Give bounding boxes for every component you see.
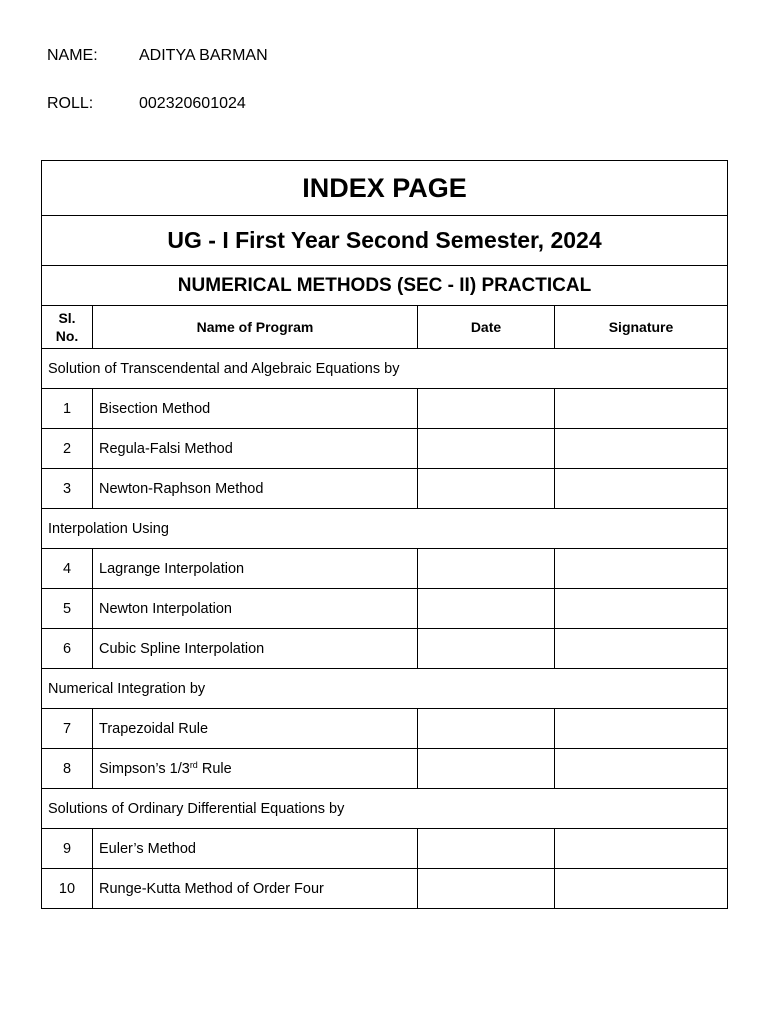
course-title: NUMERICAL METHODS (SEC - II) PRACTICAL [42, 266, 728, 306]
program-name [93, 749, 418, 789]
program-name-main: Simpson’s 1/3 [99, 760, 190, 777]
program-row [42, 749, 728, 789]
program-name: Trapezoidal Rule [93, 709, 418, 749]
program-name-suffix: Rule [197, 760, 232, 777]
index-table [41, 160, 728, 909]
program-name: Regula-Falsi Method [93, 429, 418, 469]
date-cell [418, 709, 555, 749]
signature-cell [555, 869, 728, 909]
program-row [42, 429, 728, 469]
section-heading: Solution of Transcendental and Algebraic Equations by [42, 349, 728, 389]
signature-cell [555, 829, 728, 869]
section-row [42, 349, 728, 389]
program-name: Cubic Spline Interpolation [93, 629, 418, 669]
date-cell [418, 469, 555, 509]
section-heading: Interpolation Using [42, 509, 728, 549]
semester-subtitle: UG - I First Year Second Semester, 2024 [42, 216, 728, 266]
program-row [42, 389, 728, 429]
program-name: Newton Interpolation [93, 589, 418, 629]
program-number: 9 [42, 829, 93, 869]
index-title: INDEX PAGE [42, 161, 728, 216]
section-heading: Solutions of Ordinary Differential Equations by [42, 789, 728, 829]
program-number: 4 [42, 549, 93, 589]
column-header-date: Date [418, 306, 555, 349]
date-cell [418, 589, 555, 629]
date-cell [418, 389, 555, 429]
student-roll-row [47, 94, 246, 114]
program-row [42, 829, 728, 869]
course-row [42, 266, 728, 306]
signature-cell [555, 549, 728, 589]
signature-cell [555, 389, 728, 429]
date-cell [418, 429, 555, 469]
program-number: 8 [42, 749, 93, 789]
signature-cell [555, 589, 728, 629]
program-row [42, 589, 728, 629]
program-name: Newton-Raphson Method [93, 469, 418, 509]
section-row [42, 789, 728, 829]
program-number: 2 [42, 429, 93, 469]
program-row [42, 549, 728, 589]
roll-label: ROLL: [47, 95, 94, 112]
signature-cell [555, 629, 728, 669]
program-row [42, 869, 728, 909]
subtitle-row [42, 216, 728, 266]
student-name-row [47, 46, 268, 66]
program-name: Euler’s Method [93, 829, 418, 869]
column-header-signature: Signature [555, 306, 728, 349]
column-header-sl-no [42, 306, 93, 349]
program-name-superscript: rd [189, 759, 198, 770]
program-number: 3 [42, 469, 93, 509]
program-row [42, 629, 728, 669]
column-header-row [42, 306, 728, 349]
signature-cell [555, 709, 728, 749]
section-row [42, 509, 728, 549]
name-label: NAME: [47, 47, 98, 64]
section-heading: Numerical Integration by [42, 669, 728, 709]
signature-cell [555, 469, 728, 509]
section-row [42, 669, 728, 709]
title-row [42, 161, 728, 216]
name-value: ADITYA BARMAN [139, 47, 268, 64]
sl-line-1: Sl. [58, 310, 76, 326]
column-header-program: Name of Program [93, 306, 418, 349]
program-name: Bisection Method [93, 389, 418, 429]
date-cell [418, 869, 555, 909]
program-name: Runge-Kutta Method of Order Four [93, 869, 418, 909]
program-row [42, 469, 728, 509]
signature-cell [555, 749, 728, 789]
program-name: Lagrange Interpolation [93, 549, 418, 589]
date-cell [418, 629, 555, 669]
date-cell [418, 549, 555, 589]
program-number: 6 [42, 629, 93, 669]
date-cell [418, 749, 555, 789]
index-body [42, 349, 728, 909]
program-row [42, 709, 728, 749]
program-number: 5 [42, 589, 93, 629]
sl-line-2: No. [55, 328, 79, 344]
signature-cell [555, 429, 728, 469]
program-number: 7 [42, 709, 93, 749]
program-number: 1 [42, 389, 93, 429]
roll-value: 002320601024 [139, 95, 246, 112]
date-cell [418, 829, 555, 869]
program-number: 10 [42, 869, 93, 909]
